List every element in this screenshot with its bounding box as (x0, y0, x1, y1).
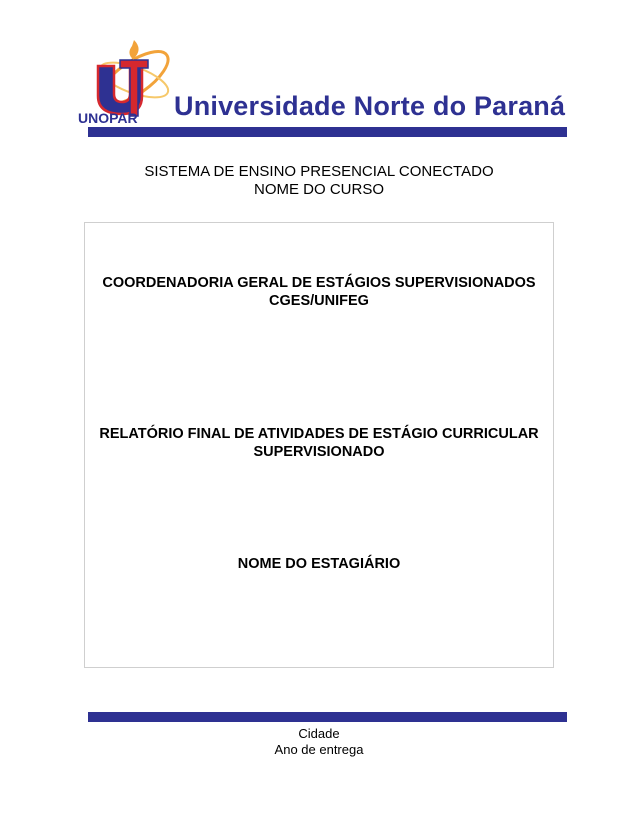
coordination-acronym: CGES/UNIFEG (269, 293, 369, 309)
city-label: Cidade (298, 726, 340, 741)
system-line: SISTEMA DE ENSINO PRESENCIAL CONECTADO (144, 163, 494, 180)
intern-name: NOME DO ESTAGIÁRIO (237, 556, 401, 572)
coordination-title: COORDENADORIA GERAL DE ESTÁGIOS SUPERVISIONADOS (102, 275, 536, 291)
course-line: NOME DO CURSO (253, 181, 384, 198)
unopar-logo (78, 36, 184, 132)
footer-divider (88, 712, 567, 722)
header-divider (88, 127, 567, 137)
report-title-line2: SUPERVISIONADO (253, 444, 385, 460)
university-name: Universidade Norte do Paraná (174, 91, 566, 121)
logo-label: UNOPAR (78, 110, 138, 126)
report-title-line1: RELATÓRIO FINAL DE ATIVIDADES DE ESTÁGIO CURRICULAR (99, 426, 539, 442)
year-label: Ano de entrega (274, 742, 364, 757)
